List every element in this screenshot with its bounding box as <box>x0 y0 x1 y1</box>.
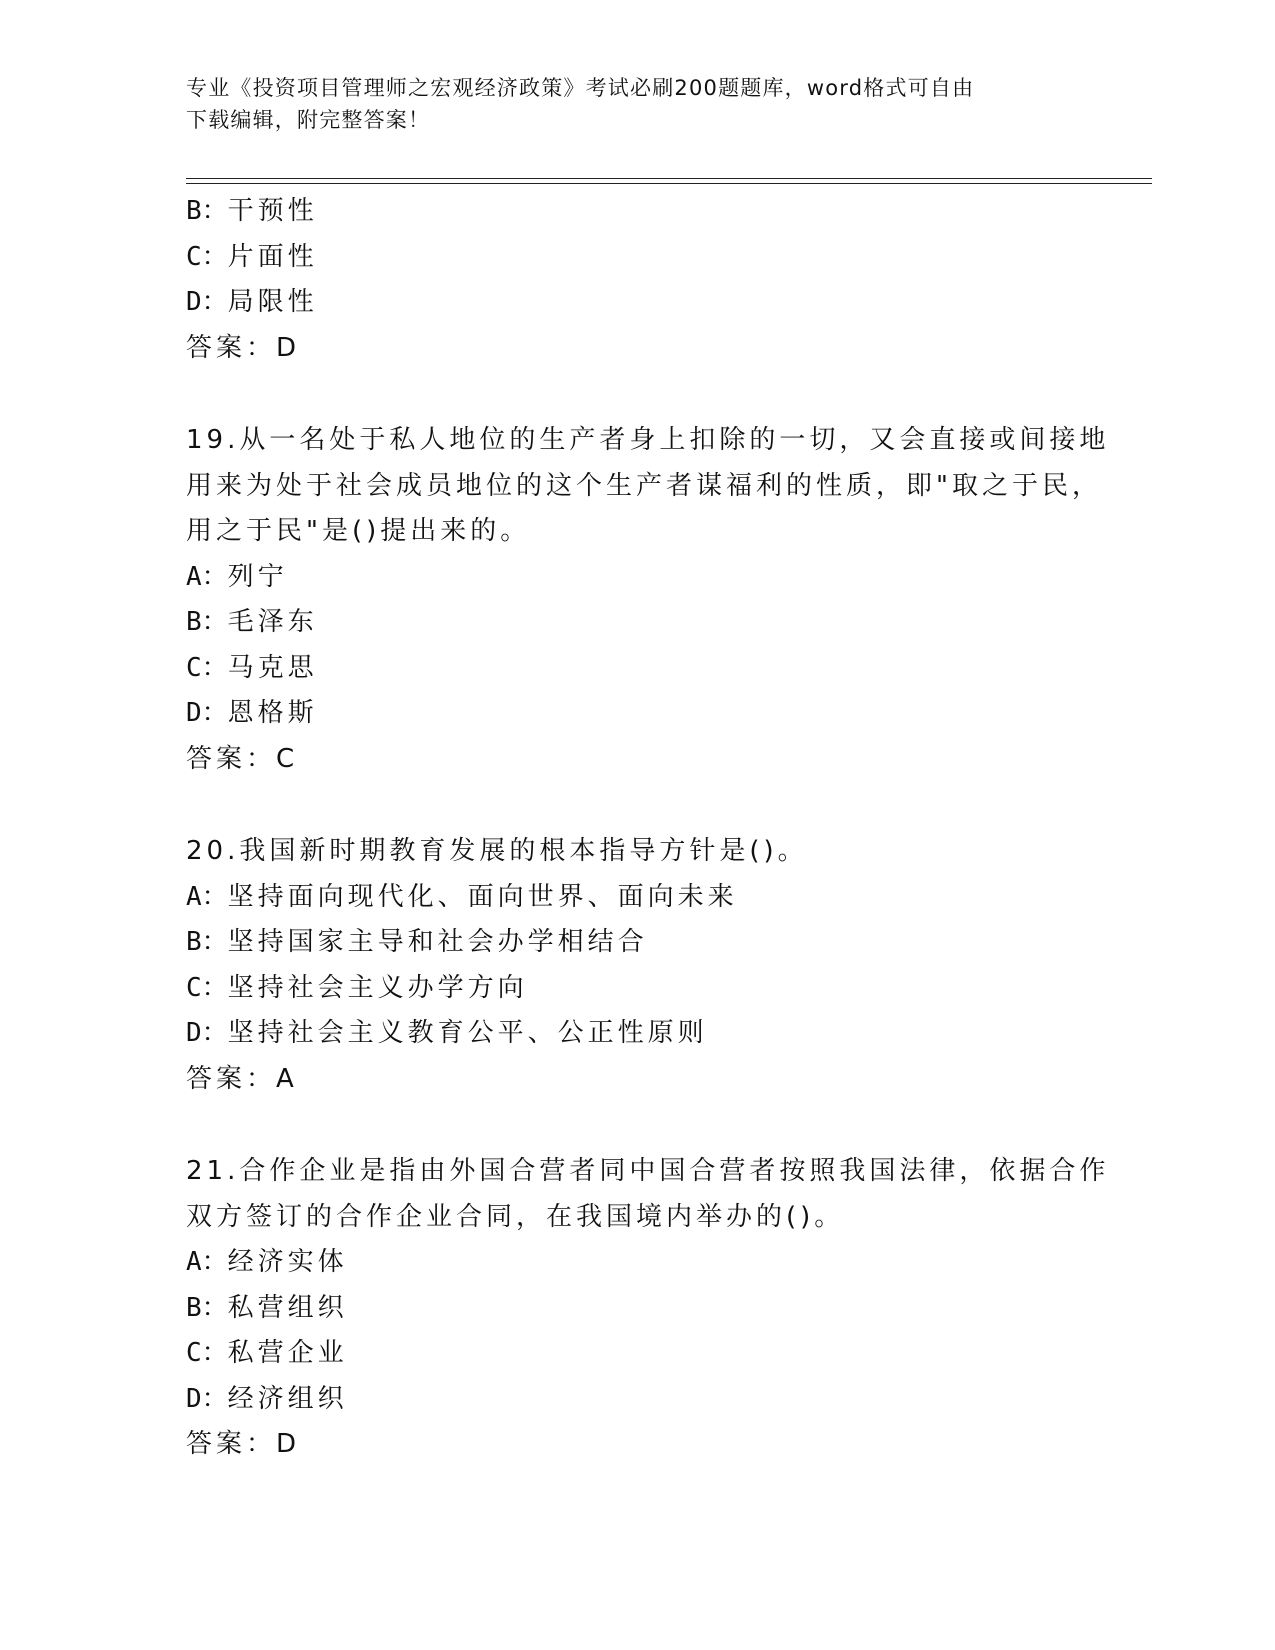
answer-line: 答案：D <box>186 332 301 363</box>
question-stem-line: 20.我国新时期教育发展的根本指导方针是()。 <box>186 836 808 866</box>
option-letter: A： <box>186 881 228 912</box>
question-stem-line: 21.合作企业是指由外国合营者同中国合营者按照我国法律，依据合作 <box>186 1156 1110 1186</box>
option-text: 毛泽东 <box>227 607 318 637</box>
answer-line: 答案：D <box>186 1429 301 1459</box>
option-letter: D： <box>186 1018 228 1048</box>
option-letter: D： <box>186 698 228 728</box>
option-a <box>186 555 1086 601</box>
option-letter: C： <box>186 241 228 272</box>
option-letter: D： <box>186 1383 228 1414</box>
option-d <box>186 280 1086 326</box>
option-letter: B： <box>186 927 228 957</box>
question-21 <box>186 1149 1110 1468</box>
option-letter: C： <box>186 652 228 683</box>
option-b <box>186 189 1086 235</box>
option-letter: C： <box>186 972 228 1003</box>
option-text: 坚持社会主义办学方向 <box>227 972 528 1003</box>
question-stem <box>186 418 1110 555</box>
question-spacer <box>186 1102 1086 1149</box>
question-stem-line: 用之于民"是()提出来的。 <box>186 516 531 546</box>
option-text: 坚持面向现代化、面向世界、面向未来 <box>227 881 738 912</box>
option-text: 私营组织 <box>227 1292 348 1323</box>
option-c <box>186 235 1086 281</box>
question-spacer <box>186 782 1086 829</box>
question-20 <box>186 829 1086 1102</box>
document-body <box>186 189 1110 1468</box>
option-text: 片面性 <box>227 241 318 272</box>
option-c <box>186 646 1086 692</box>
option-a <box>186 875 1086 921</box>
option-d <box>186 1377 1086 1423</box>
option-text: 坚持社会主义教育公平、公正性原则 <box>227 1018 708 1048</box>
option-text: 马克思 <box>227 652 318 683</box>
option-c <box>186 966 1086 1012</box>
question-stem-line: 双方签订的合作企业合同，在我国境内举办的()。 <box>186 1201 845 1232</box>
header-line-1: 专业《投资项目管理师之宏观经济政策》考试必刷200题题库，word格式可自由 <box>186 76 975 100</box>
header-divider-top <box>186 178 1152 179</box>
question-spacer <box>186 371 1086 418</box>
option-letter: B： <box>186 1292 228 1323</box>
option-d <box>186 691 1086 737</box>
header-divider-bottom <box>186 183 1152 184</box>
previous-question <box>186 189 1086 371</box>
option-b <box>186 600 1086 646</box>
option-text: 恩格斯 <box>227 698 318 728</box>
document-header <box>186 72 1086 136</box>
option-letter: C： <box>186 1338 228 1368</box>
option-text: 私营企业 <box>227 1338 348 1368</box>
option-text: 经济组织 <box>227 1383 348 1414</box>
option-letter: D： <box>186 287 228 317</box>
option-text: 干预性 <box>227 196 318 226</box>
question-stem <box>186 829 1086 875</box>
option-a <box>186 1240 1086 1286</box>
option-text: 坚持国家主导和社会办学相结合 <box>227 927 648 957</box>
option-text: 局限性 <box>227 287 318 317</box>
option-c <box>186 1331 1086 1377</box>
answer-line: 答案：C <box>186 743 299 774</box>
option-text: 列宁 <box>227 561 288 592</box>
option-letter: A： <box>186 561 228 592</box>
question-19 <box>186 418 1110 782</box>
option-letter: B： <box>186 196 228 226</box>
question-stem <box>186 1149 1110 1240</box>
option-d <box>186 1011 1086 1057</box>
answer-line: 答案：A <box>186 1063 298 1094</box>
option-b <box>186 1286 1086 1332</box>
option-text: 经济实体 <box>227 1247 348 1277</box>
question-stem-line: 19.从一名处于私人地位的生产者身上扣除的一切，又会直接或间接地 <box>186 425 1110 455</box>
option-b <box>186 920 1086 966</box>
option-letter: B： <box>186 607 228 637</box>
header-line-2: 下载编辑，附完整答案！ <box>186 108 431 132</box>
option-letter: A： <box>186 1247 228 1277</box>
question-stem-line: 用来为处于社会成员地位的这个生产者谋福利的性质，即"取之于民， <box>186 470 1102 501</box>
